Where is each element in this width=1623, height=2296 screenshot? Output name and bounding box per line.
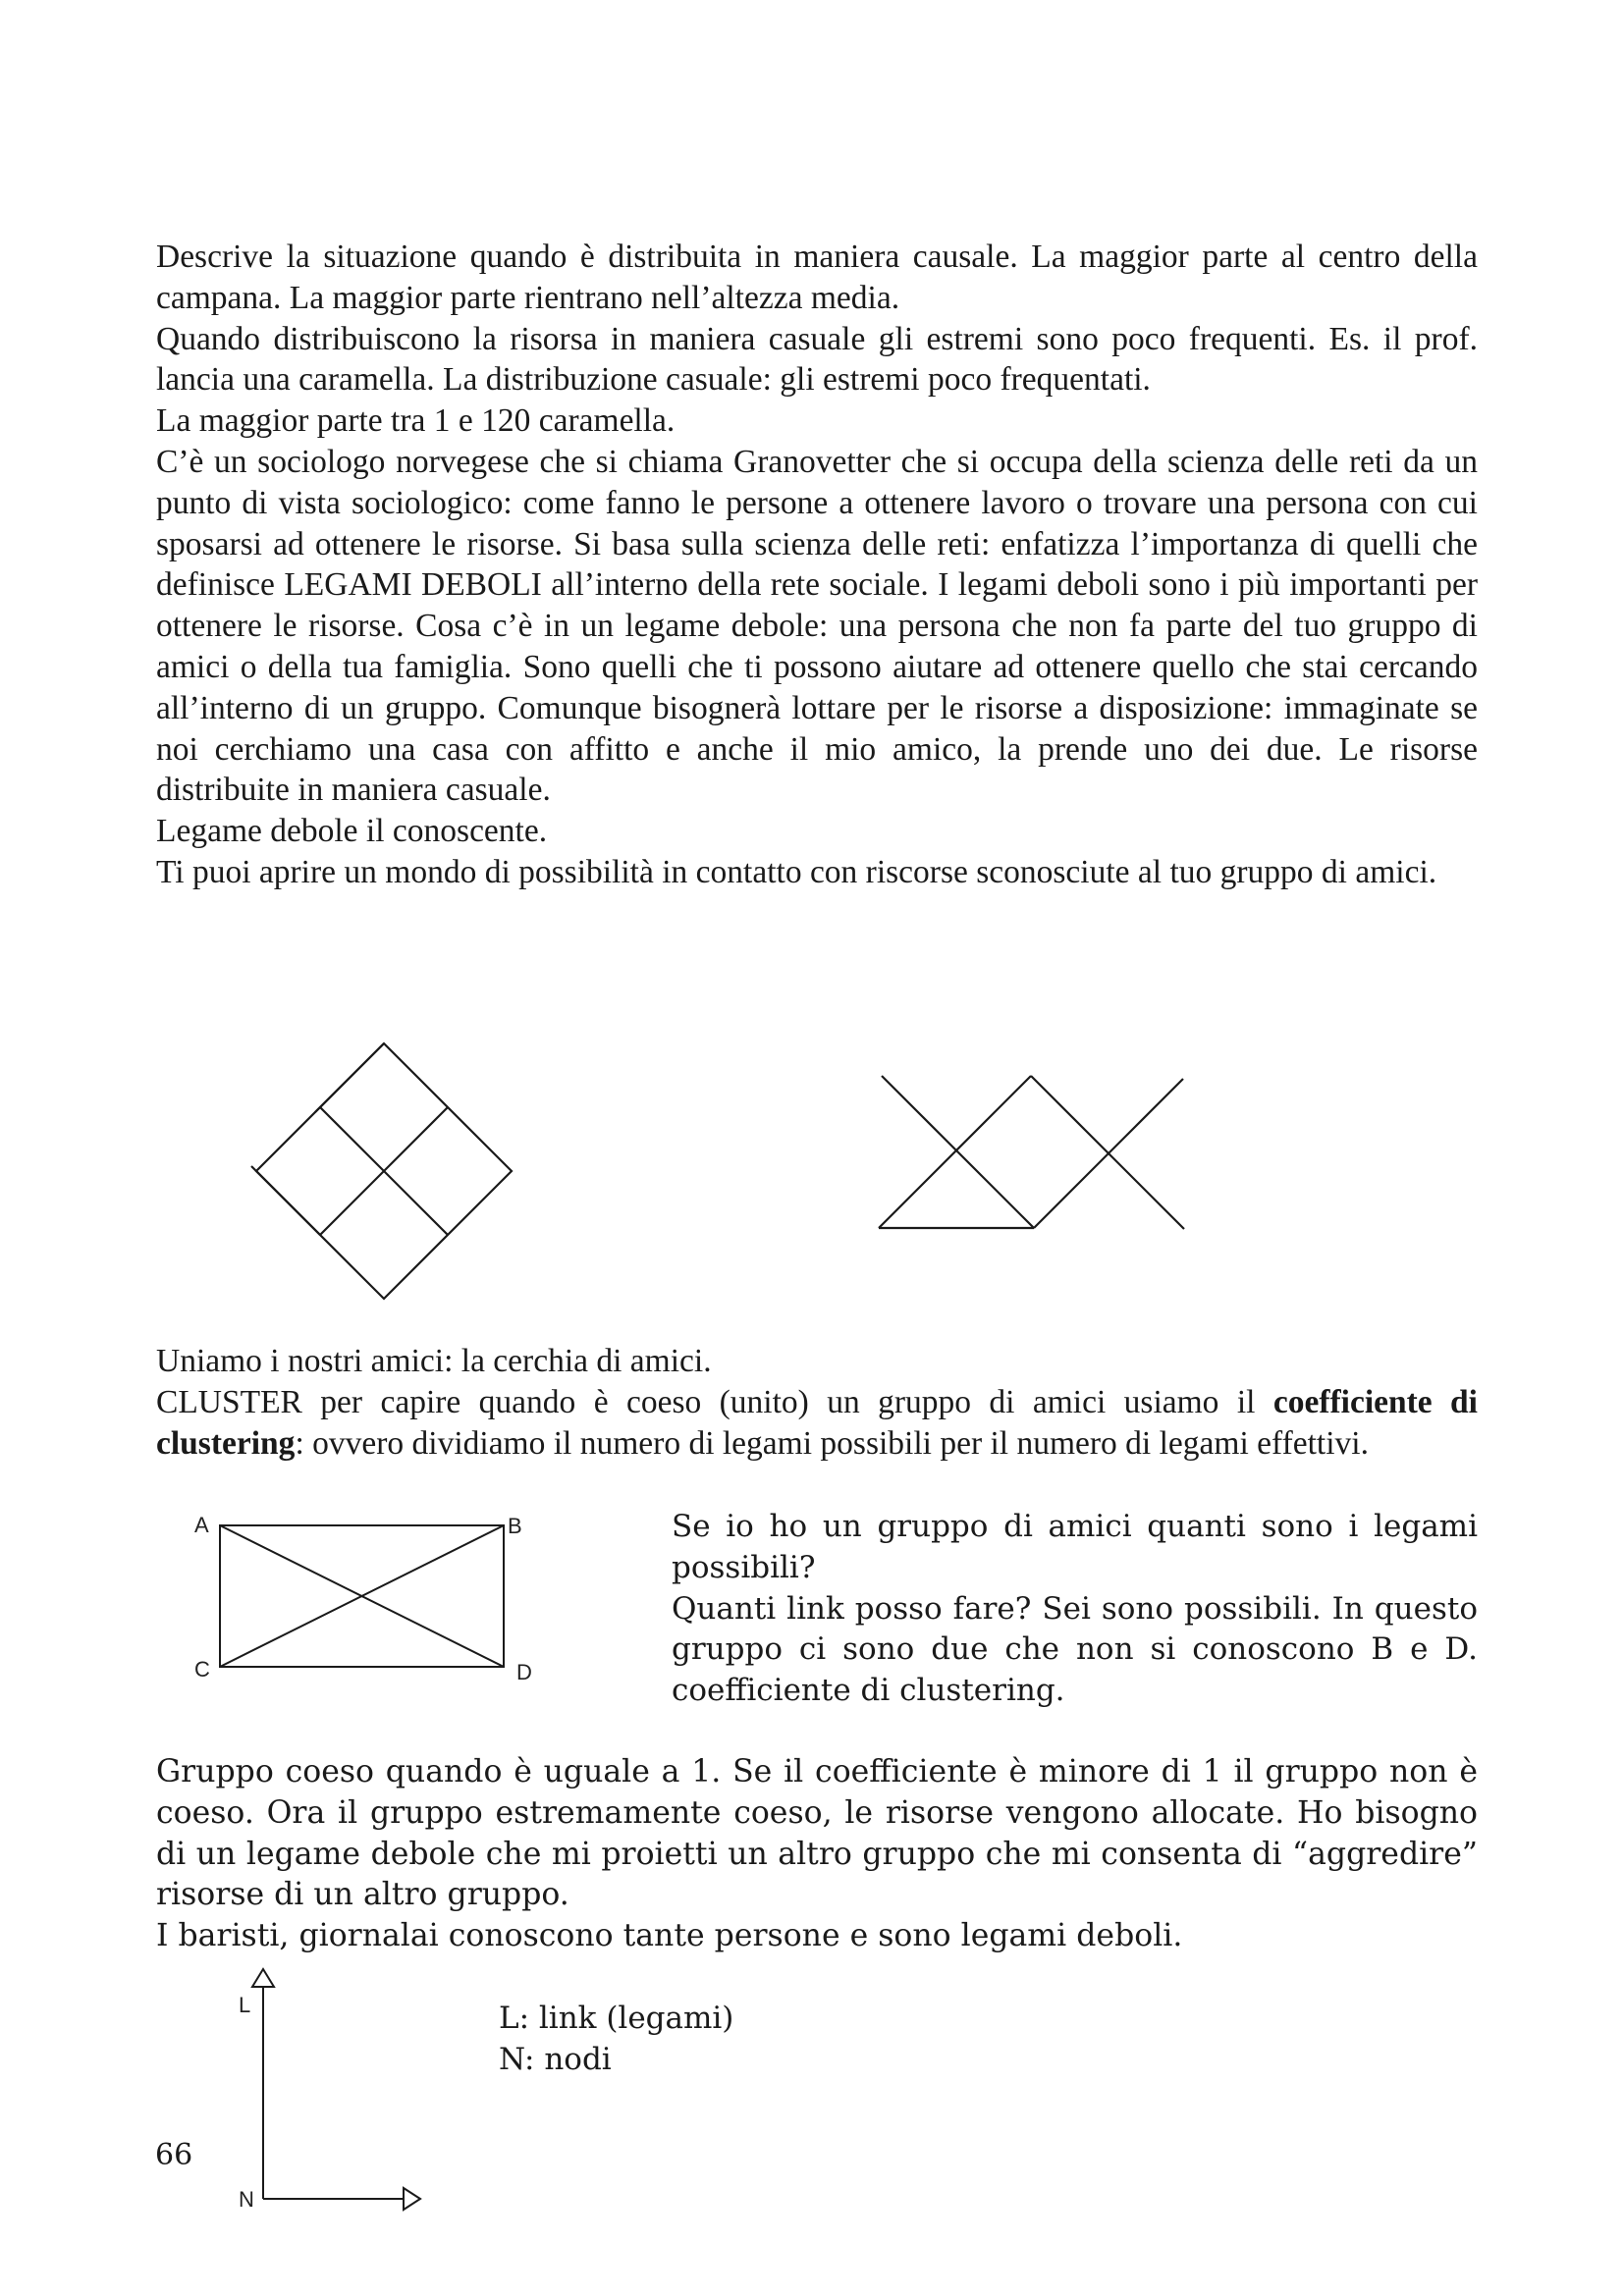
- cross-line: [879, 1076, 1031, 1228]
- diamond-network-figure: [251, 1043, 512, 1299]
- cluster-text-end: : ovvero dividiamo il numero di legami possibili per il numero di legami effettivi.: [295, 1424, 1369, 1462]
- node-label-b: B: [508, 1514, 522, 1538]
- axes-legend: [499, 1999, 892, 2081]
- legend-item: L: link (legami): [499, 2001, 734, 2036]
- legend-item: N: nodi: [499, 2041, 612, 2077]
- crossing-network-figure: [879, 1076, 1184, 1229]
- cross-line: [882, 1076, 1034, 1228]
- x-axis-label: N: [239, 2187, 254, 2212]
- paragraph: Ti puoi aprire un mondo di possibilità in contatto con riscorse sconosciute al tuo gruppo di amici.: [156, 853, 1437, 890]
- paragraph: I baristi, giornalai conoscono tante persone e sono legami deboli.: [156, 1918, 1183, 1954]
- cluster-text: CLUSTER per capire quando è coeso (unito) un gruppo di amici usiamo il: [156, 1383, 1273, 1420]
- rectangle-abcd-figure: [194, 1513, 532, 1684]
- node-label-a: A: [194, 1513, 209, 1537]
- node-label-c: C: [194, 1657, 210, 1682]
- x-axis-arrow-icon: [404, 2188, 420, 2210]
- y-axis-label: L: [239, 1993, 251, 2017]
- y-axis-arrow-icon: [252, 1969, 274, 1987]
- paragraph: La maggior parte tra 1 e 120 caramella.: [156, 402, 676, 440]
- axes-figure: [239, 1969, 420, 2212]
- cross-line: [1031, 1076, 1184, 1229]
- body-text-bottom: [156, 1752, 1478, 1957]
- node-label-d: D: [516, 1660, 532, 1684]
- paragraph: Quanti link posso fare? Sei sono possibili. In questo gruppo ci sono due che non si conoscono B e D. coefficiente di clustering.: [672, 1590, 1478, 1709]
- paragraph: Quando distribuiscono la risorsa in maniera casuale gli estremi sono poco frequenti. Es. il prof. lancia una caramella. La distribuzione casuale: gli estremi poco frequentati.: [156, 320, 1478, 399]
- diamond-top-left-edge: [315, 1043, 384, 1112]
- paragraph: Se io ho un gruppo di amici quanti sono i legami possibili?: [672, 1509, 1478, 1585]
- diamond-tail-line: [251, 1166, 320, 1235]
- cluster-term: coefficiente di clustering: [156, 1383, 1478, 1462]
- cluster-paragraph: [156, 1382, 1478, 1465]
- diagram-side-text: [672, 1507, 1478, 1712]
- paragraph: Legame debole il conoscente.: [156, 813, 548, 850]
- body-text-middle: [156, 1341, 1478, 1464]
- page-number: 66: [155, 2138, 193, 2172]
- paragraph: C’è un sociologo norvegese che si chiama Granovetter che si occupa della scienza delle reti da un punto di vista sociologico: come fanno le persone a ottenere lavoro o trovare una persona con cui sposarsi ad ottenere le risorse. Si basa sulla scienza delle reti: enfatizza l’importanza di quelli che definisce LEGAMI DEBOLI all’interno della rete sociale. I legami deboli sono i più importanti per ottenere le risorse. Cosa c’è in un legame debole: una persona che non fa parte del tuo gruppo di amici o della tua famiglia. Sono quelli che ti possono aiutare ad ottenere quello che stai cercando all’interno di un gruppo. Comunque bisognerà lottare per le risorse a disposizione: immaginate se noi cerchiamo una casa con affitto e anche il mio amico, la prende uno dei due. Le risorse distribuite in maniera casuale.: [156, 443, 1478, 809]
- paragraph: Gruppo coeso quando è uguale a 1. Se il coefficiente è minore di 1 il gruppo non è coeso. Ora il gruppo estremamente coeso, le risorse vengono allocate. Ho bisogno di un legame debole che mi proietti un altro gruppo che mi consenta di “aggredire” risorse di un altro gruppo.: [156, 1754, 1478, 1913]
- paragraph: Uniamo i nostri amici: la cerchia di amici.: [156, 1343, 712, 1379]
- paragraph: Descrive la situazione quando è distribuita in maniera causale. La maggior parte al centro della campana. La maggior parte rientrano nell’altezza media.: [156, 239, 1478, 316]
